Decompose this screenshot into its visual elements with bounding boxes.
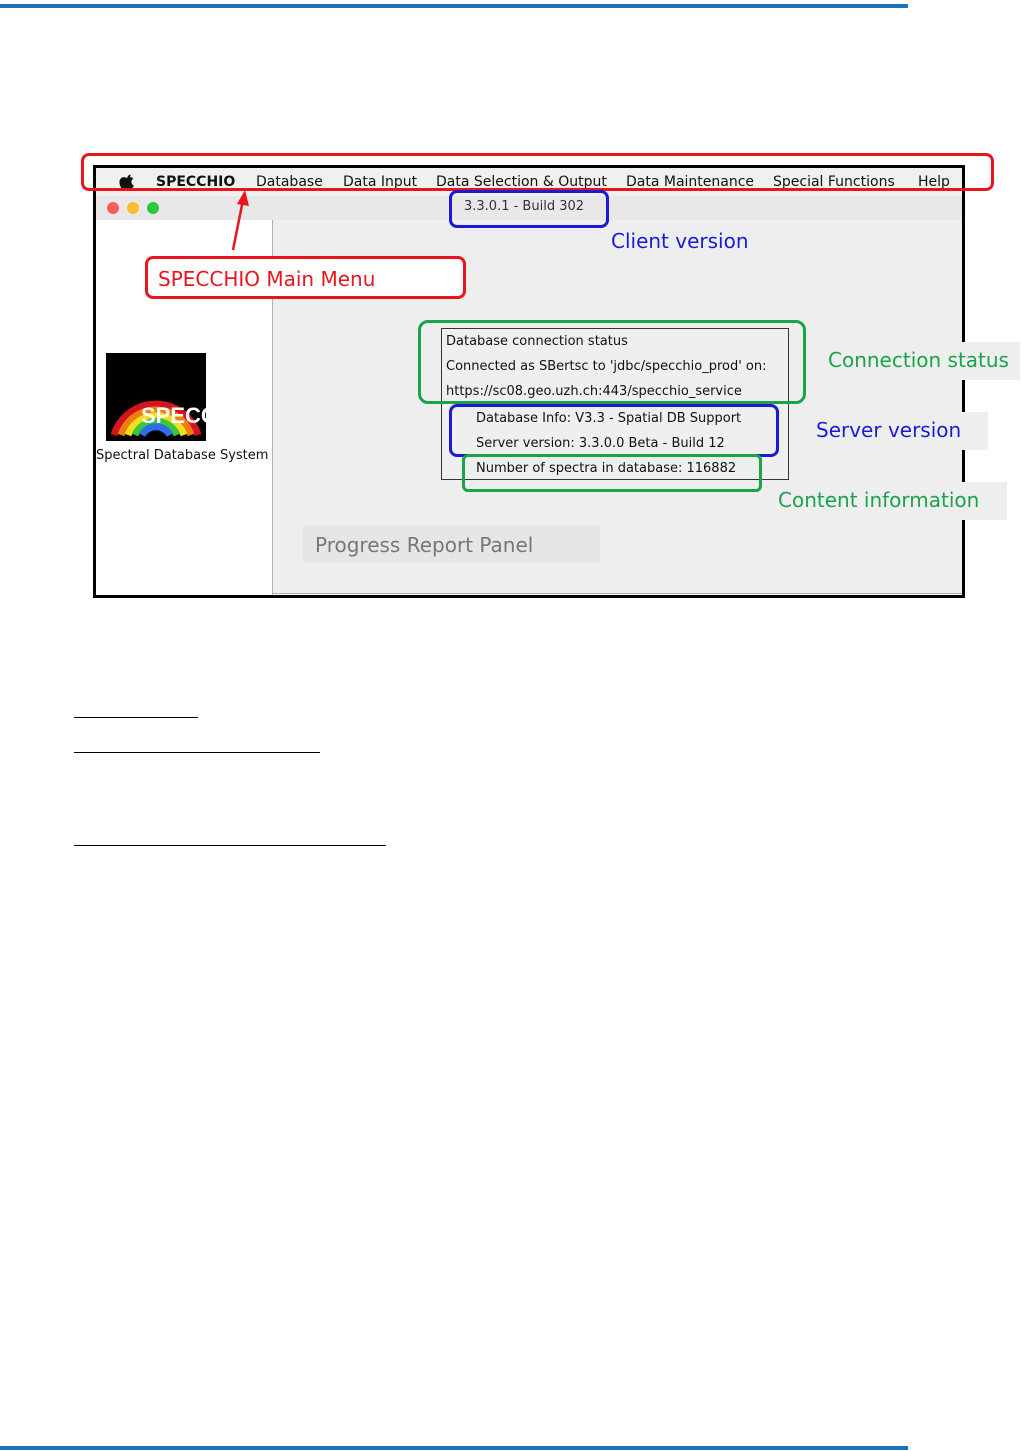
- connection-status-highlight: [418, 320, 806, 404]
- client-version-label: Client version: [611, 229, 749, 253]
- menu-specchio[interactable]: SPECCHIO: [156, 174, 236, 190]
- menu-database[interactable]: Database: [256, 174, 323, 190]
- connection-status-label-bg: [815, 342, 1020, 380]
- status-db-info: Database Info: V3.3 - Spatial DB Support: [476, 411, 742, 426]
- close-window-button[interactable]: [107, 202, 119, 214]
- main-menu-callout: [145, 256, 466, 299]
- status-connected: Connected as SBertsc to 'jdbc/specchio_prod' on:: [446, 359, 767, 374]
- menu-data-input[interactable]: Data Input: [343, 174, 418, 190]
- content-information-label-bg: [766, 482, 1007, 520]
- status-heading: Database connection status: [446, 334, 628, 349]
- underline-link-3[interactable]: [74, 845, 386, 846]
- bottom-rule: [0, 1446, 908, 1450]
- menu-help[interactable]: Help: [918, 174, 950, 190]
- content-information-label: Content information: [778, 488, 980, 512]
- underline-link-2[interactable]: [74, 752, 320, 753]
- top-rule: [0, 4, 908, 8]
- logo-caption: Spectral Database System: [96, 448, 269, 463]
- server-version-label-bg: [806, 412, 988, 450]
- menu-data-maintenance[interactable]: Data Maintenance: [626, 174, 755, 190]
- underline-link-1[interactable]: [74, 717, 198, 718]
- window-title: 3.3.0.1 - Build 302: [464, 199, 585, 214]
- progress-report-panel: [303, 525, 600, 563]
- connection-status-label: Connection status: [828, 348, 1009, 372]
- content-information-highlight: [462, 454, 762, 492]
- specchio-logo: [106, 353, 256, 441]
- menu-special-functions[interactable]: Special Functions: [773, 174, 895, 190]
- server-version-highlight: [449, 404, 779, 457]
- main-menu-highlight: [81, 153, 994, 191]
- menu-data-selection-output[interactable]: Data Selection & Output: [436, 174, 607, 190]
- status-url: https://sc08.geo.uzh.ch:443/specchio_service: [446, 384, 742, 399]
- zoom-window-button[interactable]: [147, 202, 159, 214]
- minimize-window-button[interactable]: [127, 202, 139, 214]
- main-menu-label: SPECCHIO Main Menu: [158, 267, 376, 291]
- status-spectra-count: Number of spectra in database: 116882: [476, 461, 737, 476]
- arrow-icon: [225, 190, 255, 252]
- server-version-label: Server version: [816, 418, 962, 442]
- status-server-version: Server version: 3.3.0.0 Beta - Build 12: [476, 436, 725, 451]
- logo-wordmark: SPECCHIO: [141, 403, 256, 428]
- progress-report-label: Progress Report Panel: [315, 533, 534, 557]
- client-version-highlight: [449, 190, 609, 228]
